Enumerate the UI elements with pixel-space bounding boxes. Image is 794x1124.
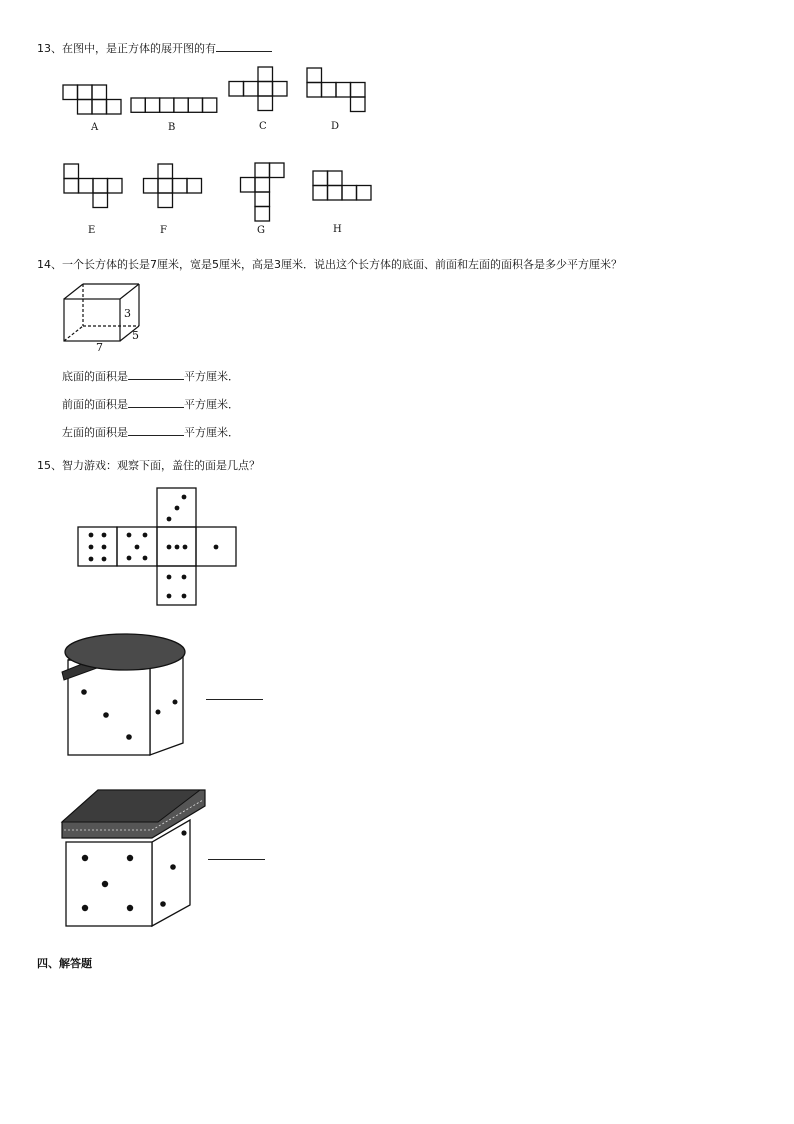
- question-15-text: 15、智力游戏：观察下面，盖住的面是几点？: [37, 459, 260, 472]
- answer-line-front: 前面的面积是 平方厘米．: [62, 398, 239, 411]
- question-14-text: 14、一个长方体的长是7厘米，宽是5厘米，高是3厘米．说出这个长方体的底面、前面和左面的面积各是多少平方厘米？: [37, 258, 622, 271]
- answer-blank-15b[interactable]: [208, 859, 265, 860]
- net-label-b: B: [168, 122, 176, 133]
- net-label-c: C: [259, 121, 267, 132]
- section-title-4: 四、解答题: [37, 957, 92, 970]
- answer-line-left: 左面的面积是 平方厘米．: [62, 426, 239, 439]
- question-13-text: 13、在图中，是正方体的展开图的有: [37, 42, 216, 55]
- net-label-f: F: [160, 225, 167, 236]
- net-label-a: A: [91, 122, 99, 133]
- net-label-h: H: [333, 224, 342, 235]
- cuboid-height-label: 3: [124, 307, 131, 320]
- cuboid-width-label: 5: [132, 329, 139, 342]
- cuboid-length-label: 7: [96, 341, 103, 354]
- answer-line-bottom: 底面的面积是 平方厘米．: [62, 370, 239, 383]
- net-label-e: E: [88, 225, 96, 236]
- net-label-d: D: [331, 121, 340, 132]
- net-label-g: G: [257, 225, 265, 236]
